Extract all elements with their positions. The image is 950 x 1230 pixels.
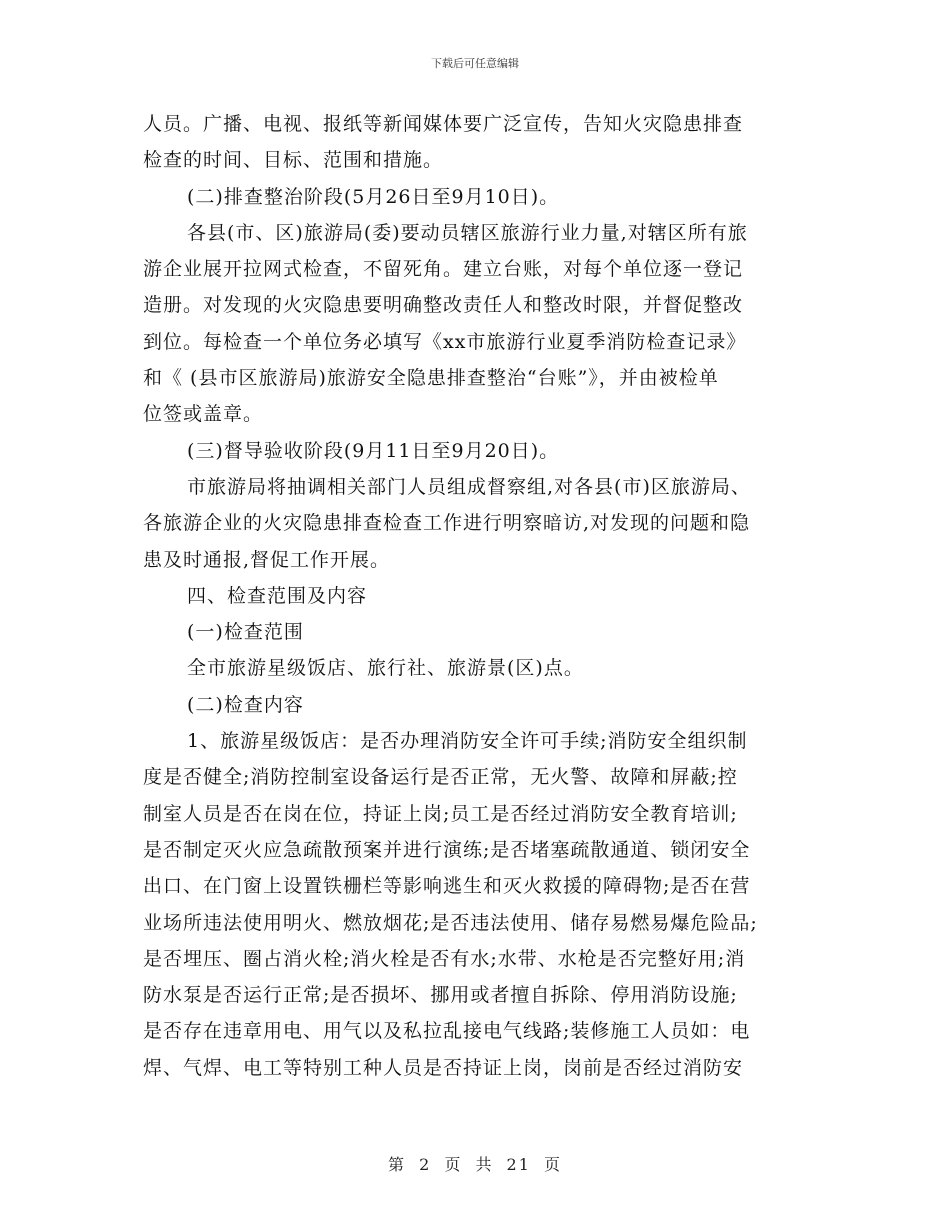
document-body [143,106,815,1086]
text-line: 全市旅游星级饭店、旅行社、旅游景(区)点。 [187,657,584,680]
text-line: 制室人员是否在岗在位，持证上岗;员工是否经过消防安全教育培训; [143,802,738,825]
text-line: 是否存在违章用电、用气以及私拉乱接电气线路;装修施工人员如：电 [143,1020,751,1043]
text-line: 检查的时间、目标、范围和措施。 [143,149,444,172]
text-line: 患及时通报,督促工作开展。 [143,548,391,571]
text-line: 度是否健全;消防控制室设备运行是否正常，无火警、故障和屏蔽;控 [143,766,738,789]
text-line: 业场所违法使用明火、燃放烟花;是否违法使用、储存易燃易爆危险品; [143,911,758,934]
text-line: 位签或盖章。 [143,403,264,426]
text-line: 是否埋压、圈占消火栓;消火栓是否有水;水带、水枪是否完整好用;消 [143,947,746,970]
text-line: 是否制定灭火应急疏散预案并进行演练;是否堵塞疏散通道、锁闭安全 [143,838,751,861]
text-line: 游企业展开拉网式检查，不留死角。建立台账，对每个单位逐一登记 [143,258,744,281]
text-line: (二)排查整治阶段(5月26日至9月10日)。 [187,185,560,208]
text-line: 各县(市、区)旅游局(委)要动员辖区旅游行业力量,对辖区所有旅 [187,221,748,244]
text-line: 造册。对发现的火灾隐患要明确整改责任人和整改时限，并督促整改 [143,294,744,317]
text-line: 各旅游企业的火灾隐患排查检查工作进行明察暗访,对发现的问题和隐 [143,512,751,535]
page-number-footer: 第 2 页 共 21 页 [388,1155,562,1174]
page-header-note: 下载后可任意编辑 [431,57,519,70]
text-line: 防水泵是否运行正常;是否损坏、挪用或者擅自拆除、停用消防设施; [143,984,738,1007]
text-line: 出口、在门窗上设置铁栅栏等影响逃生和灭火救援的障碍物;是否在营 [143,875,751,898]
text-line: 和《 (县市区旅游局)旅游安全隐患排查整治“台账”》，并由被检单 [143,367,719,390]
text-line: (一)检查范围 [187,621,304,644]
text-line: 到位。每检查一个单位务必填写《xx市旅游行业夏季消防检查记录》 [143,330,747,353]
text-line: 焊、气焊、电工等特别工种人员是否持证上岗，岗前是否经过消防安 [143,1056,744,1079]
text-line: 四、检查范围及内容 [187,584,368,607]
text-line: 1、旅游星级饭店：是否办理消防安全许可手续;消防安全组织制 [187,730,748,753]
text-line: 人员。广播、电视、报纸等新闻媒体要广泛宣传，告知火灾隐患排查 [143,113,744,135]
text-line: (二)检查内容 [187,693,304,716]
text-line: (三)督导验收阶段(9月11日至9月20日)。 [187,439,560,462]
text-line: 市旅游局将抽调相关部门人员组成督察组,对各县(市)区旅游局、 [187,475,751,498]
